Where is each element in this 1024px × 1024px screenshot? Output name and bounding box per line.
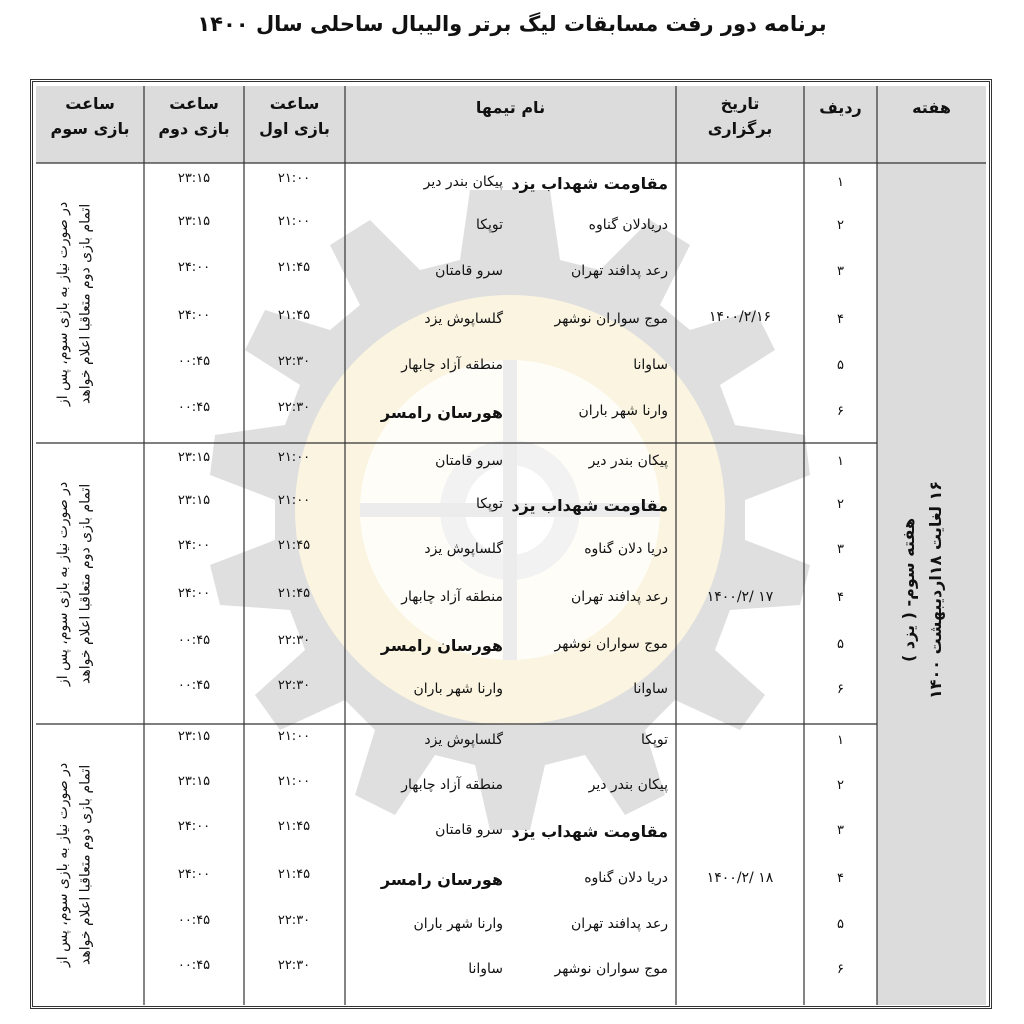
game2-time: ۲۳:۱۵ bbox=[177, 171, 211, 186]
week-label bbox=[895, 420, 965, 760]
team-b: سرو قامتان bbox=[435, 453, 503, 469]
game2-time: ۲۴:۰۰ bbox=[177, 586, 211, 601]
header-row: ردیف bbox=[819, 98, 862, 117]
team-b: ساوانا bbox=[468, 961, 503, 977]
game1-time: ۲۱:۰۰ bbox=[277, 729, 311, 744]
row-number: ۵ bbox=[837, 917, 844, 932]
team-b: گلساپوش یزد bbox=[424, 732, 503, 748]
third-game-note-line: در صورت نیاز به بازی سوم، پس از bbox=[55, 201, 71, 407]
game1-time: ۲۱:۰۰ bbox=[277, 774, 311, 789]
team-b: گلساپوش یزد bbox=[424, 311, 503, 327]
game1-time: ۲۲:۳۰ bbox=[277, 633, 311, 648]
header-time3-line1: ساعت bbox=[65, 94, 115, 113]
header-time3-line2: بازی سوم bbox=[50, 118, 130, 138]
game2-time: ۲۴:۰۰ bbox=[177, 867, 211, 882]
team-a: موج سواران نوشهر bbox=[554, 636, 668, 652]
team-b: سرو قامتان bbox=[435, 822, 503, 838]
header-time2-line1: ساعت bbox=[169, 94, 219, 113]
team-a: وارنا شهر باران bbox=[578, 403, 668, 419]
game1-time: ۲۱:۴۵ bbox=[277, 538, 311, 553]
third-game-note bbox=[52, 181, 128, 427]
row-number: ۴ bbox=[837, 871, 844, 886]
team-b: توپکا bbox=[475, 496, 503, 512]
team-b: پیکان بندر دیر bbox=[423, 174, 503, 190]
row-number: ۳ bbox=[837, 823, 844, 838]
team-a: ساوانا bbox=[633, 357, 668, 373]
date-cell: ۱۴۰۰/۲/۱۶ bbox=[708, 309, 772, 325]
third-game-note bbox=[52, 461, 128, 707]
game1-time: ۲۱:۰۰ bbox=[277, 214, 311, 229]
week-label-line1: هفته سوم- ( یزد ) bbox=[899, 517, 918, 663]
game2-time: ۰۰:۴۵ bbox=[177, 913, 211, 928]
team-a: رعد پدافند تهران bbox=[570, 263, 668, 279]
game2-time: ۰۰:۴۵ bbox=[177, 400, 211, 415]
team-b: وارنا شهر باران bbox=[413, 681, 503, 697]
row-number: ۵ bbox=[837, 358, 844, 373]
game1-time: ۲۲:۳۰ bbox=[277, 958, 311, 973]
team-b: منطقه آزاد چابهار bbox=[401, 777, 503, 793]
row-number: ۲ bbox=[837, 778, 844, 793]
game1-time: ۲۱:۰۰ bbox=[277, 450, 311, 465]
team-b: گلساپوش یزد bbox=[424, 541, 503, 557]
team-a: مقاومت شهداب یزد bbox=[511, 496, 668, 515]
game1-time: ۲۲:۳۰ bbox=[277, 354, 311, 369]
team-b: هورسان رامسر bbox=[380, 870, 503, 889]
team-b: توپکا bbox=[475, 217, 503, 233]
header-date-line1: تاریخ bbox=[720, 94, 760, 113]
game2-time: ۰۰:۴۵ bbox=[177, 354, 211, 369]
team-a: ساوانا bbox=[633, 681, 668, 697]
header-week: هفته bbox=[912, 98, 951, 117]
game2-time: ۰۰:۴۵ bbox=[177, 958, 211, 973]
team-a: رعد پدافند تهران bbox=[570, 916, 668, 932]
team-a: دریا دلان گناوه bbox=[584, 541, 668, 557]
team-a: دریا دلان گناوه bbox=[584, 870, 668, 886]
row-number: ۲ bbox=[837, 218, 844, 233]
game2-time: ۰۰:۴۵ bbox=[177, 633, 211, 648]
date-cell: ۱۴۰۰/۲/ ۱۸ bbox=[706, 870, 774, 886]
game1-time: ۲۱:۴۵ bbox=[277, 867, 311, 882]
game2-time: ۰۰:۴۵ bbox=[177, 678, 211, 693]
game1-time: ۲۲:۳۰ bbox=[277, 678, 311, 693]
game2-time: ۲۳:۱۵ bbox=[177, 214, 211, 229]
game2-time: ۲۴:۰۰ bbox=[177, 819, 211, 834]
row-number: ۶ bbox=[837, 682, 844, 697]
header-date bbox=[676, 92, 804, 142]
header-time1-line2: بازی اول bbox=[259, 118, 330, 138]
header-date-line2: برگزاری bbox=[707, 118, 773, 138]
row-number: ۱ bbox=[837, 454, 844, 469]
game2-time: ۲۴:۰۰ bbox=[177, 538, 211, 553]
header-teams: نام تیمها bbox=[475, 98, 546, 117]
team-b: وارنا شهر باران bbox=[413, 916, 503, 932]
game1-time: ۲۱:۴۵ bbox=[277, 819, 311, 834]
game1-time: ۲۱:۴۵ bbox=[277, 260, 311, 275]
game1-time: ۲۱:۰۰ bbox=[277, 171, 311, 186]
third-game-note bbox=[52, 742, 128, 988]
game2-time: ۲۳:۱۵ bbox=[177, 729, 211, 744]
row-number: ۲ bbox=[837, 497, 844, 512]
third-game-note-line: اتمام بازی دوم متعاقبا اعلام خواهد bbox=[77, 764, 94, 966]
game2-time: ۲۳:۱۵ bbox=[177, 493, 211, 508]
page-title: برنامه دور رفت مسابقات لیگ برتر والیبال ساحلی سال ۱۴۰۰ bbox=[197, 12, 827, 36]
game1-time: ۲۱:۴۵ bbox=[277, 586, 311, 601]
row-number: ۶ bbox=[837, 404, 844, 419]
row-number: ۳ bbox=[837, 542, 844, 557]
header-time2-line2: بازی دوم bbox=[158, 118, 230, 138]
third-game-note-line: در صورت نیاز به بازی سوم، پس از bbox=[55, 481, 71, 687]
team-b: منطقه آزاد چابهار bbox=[401, 357, 503, 373]
date-cell: ۱۴۰۰/۲/ ۱۷ bbox=[706, 589, 774, 605]
header-time3 bbox=[36, 92, 144, 142]
game2-time: ۲۳:۱۵ bbox=[177, 774, 211, 789]
team-a: دریادلان گناوه bbox=[588, 217, 668, 233]
team-b: هورسان رامسر bbox=[380, 636, 503, 655]
header-time1-line1: ساعت bbox=[269, 94, 320, 113]
row-number: ۱ bbox=[837, 733, 844, 748]
game1-time: ۲۱:۴۵ bbox=[277, 308, 311, 323]
team-b: هورسان رامسر bbox=[380, 403, 503, 422]
row-number: ۴ bbox=[837, 590, 844, 605]
game2-time: ۲۴:۰۰ bbox=[177, 308, 211, 323]
game1-time: ۲۲:۳۰ bbox=[277, 913, 311, 928]
team-a: مقاومت شهداب یزد bbox=[511, 822, 668, 841]
team-a: موج سواران نوشهر bbox=[554, 311, 668, 327]
team-a: توپکا bbox=[640, 732, 668, 748]
header-time1 bbox=[244, 92, 345, 142]
row-number: ۳ bbox=[837, 264, 844, 279]
row-number: ۴ bbox=[837, 312, 844, 327]
team-a: پیکان بندر دیر bbox=[588, 453, 668, 469]
row-number: ۱ bbox=[837, 175, 844, 190]
header-time2 bbox=[144, 92, 244, 142]
third-game-note-line: اتمام بازی دوم متعاقبا اعلام خواهد bbox=[77, 483, 94, 685]
team-b: منطقه آزاد چابهار bbox=[401, 589, 503, 605]
team-a: پیکان بندر دیر bbox=[588, 777, 668, 793]
team-b: سرو قامتان bbox=[435, 263, 503, 279]
row-number: ۵ bbox=[837, 637, 844, 652]
game1-time: ۲۱:۰۰ bbox=[277, 493, 311, 508]
game2-time: ۲۳:۱۵ bbox=[177, 450, 211, 465]
team-a: مقاومت شهداب یزد bbox=[511, 174, 668, 193]
row-number: ۶ bbox=[837, 962, 844, 977]
team-a: رعد پدافند تهران bbox=[570, 589, 668, 605]
week-label-line2: ۱۶ لغایت ۱۸اردیبهشت ۱۴۰۰ bbox=[926, 480, 946, 700]
game1-time: ۲۲:۳۰ bbox=[277, 400, 311, 415]
third-game-note-line: در صورت نیاز به بازی سوم، پس از bbox=[55, 762, 71, 968]
game2-time: ۲۴:۰۰ bbox=[177, 260, 211, 275]
third-game-note-line: اتمام بازی دوم متعاقبا اعلام خواهد bbox=[77, 203, 94, 405]
team-a: موج سواران نوشهر bbox=[554, 961, 668, 977]
